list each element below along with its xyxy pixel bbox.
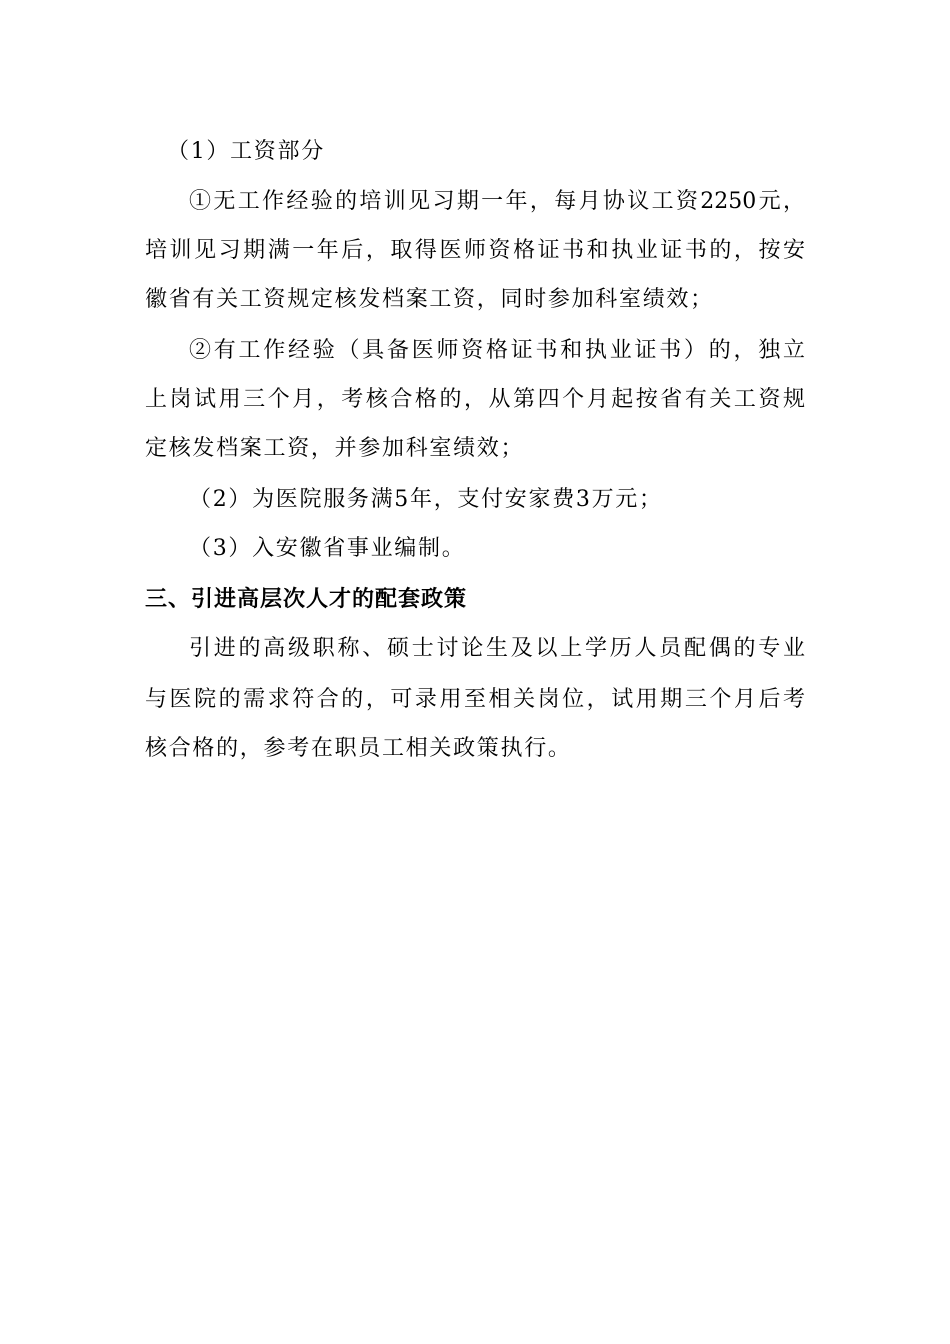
salary-item1-line2: 培训见习期满一年后，取得医师资格证书和执业证书的，按安 <box>145 238 805 263</box>
section3-line1: 引进的高级职称、硕士讨论生及以上学历人员配偶的专业 <box>189 636 805 661</box>
establishment-item: （3）入安徽省事业编制。 <box>189 536 466 561</box>
salary-item2-line1: ②有工作经验（具备医师资格证书和执业证书）的，独立 <box>189 338 805 363</box>
section3-heading: 三、引进高层次人才的配套政策 <box>145 587 468 612</box>
section3-line3: 核合格的，参考在职员工相关政策执行。 <box>145 736 572 761</box>
salary-subheading: （1）工资部分 <box>167 139 325 164</box>
settlement-allowance-item: （2）为医院服务满5年，支付安家费3万元； <box>189 487 663 512</box>
salary-item1-line3: 徽省有关工资规定核发档案工资，同时参加科室绩效； <box>145 287 714 312</box>
salary-item1-line1: ①无工作经验的培训见习期一年，每月协议工资2250元， <box>189 189 805 214</box>
section3-line2: 与医院的需求符合的，可录用至相关岗位，试用期三个月后考 <box>145 687 805 712</box>
salary-item2-line3: 定核发档案工资，并参加科室绩效； <box>145 436 525 461</box>
salary-item2-line2: 上岗试用三个月，考核合格的，从第四个月起按省有关工资规 <box>145 387 805 412</box>
